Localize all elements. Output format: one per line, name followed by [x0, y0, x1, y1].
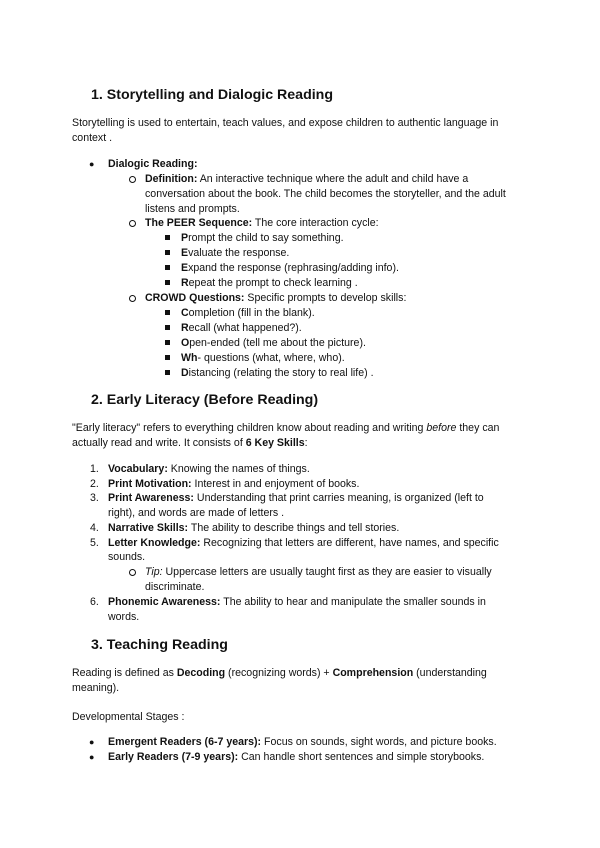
- list-number: 2.: [90, 478, 99, 490]
- bullet-square: [165, 340, 170, 345]
- reading-definition-line-2: meaning).: [72, 682, 120, 694]
- peer-item-prompt: Prompt the child to say something.: [181, 232, 344, 244]
- bullet-disc: ●: [89, 752, 95, 762]
- skill-letter-knowledge-line-2: sounds.: [108, 551, 146, 563]
- definition-line-1: Definition: An interactive technique where the adult and child have a: [145, 173, 469, 185]
- crowd-questions-line: CROWD Questions: Specific prompts to develop skills:: [145, 292, 407, 304]
- skill-print-awareness-line-2: right), and words are made of letters .: [108, 507, 285, 519]
- crowd-item-open-ended: Open-ended (tell me about the picture).: [181, 337, 366, 349]
- section-1-heading: 1. Storytelling and Dialogic Reading: [91, 87, 334, 103]
- section-3-heading: 3. Teaching Reading: [91, 637, 228, 653]
- section-2-intro-line-2: actually read and write. It consists of 6 Key Skills:: [72, 437, 308, 449]
- bullet-square: [165, 235, 170, 240]
- skill-vocabulary: Vocabulary: Knowing the names of things.: [108, 463, 310, 475]
- section-1-intro-line-1: Storytelling is used to entertain, teach values, and expose children to authentic language in: [72, 117, 499, 129]
- section-2-heading: 2. Early Literacy (Before Reading): [91, 392, 319, 408]
- stage-emergent-readers: Emergent Readers (6-7 years): Focus on sounds, sight words, and picture books.: [108, 736, 497, 748]
- skill-print-motivation: Print Motivation: Interest in and enjoyment of books.: [108, 478, 360, 490]
- section-1-intro-line-2: context .: [72, 132, 113, 144]
- bullet-square: [165, 280, 170, 285]
- list-number: 4.: [90, 522, 99, 534]
- bullet-circle: [129, 220, 136, 227]
- skill-print-awareness: Print Awareness: Understanding that print carries meaning, is organized (left to: [108, 492, 484, 504]
- crowd-item-wh-questions: Wh- questions (what, where, who).: [181, 352, 345, 364]
- dialogic-reading-label: Dialogic Reading:: [108, 158, 198, 170]
- tip-line-1: Tip: Uppercase letters are usually taught first as they are easier to visually: [145, 566, 492, 578]
- tip-line-2: discriminate.: [145, 581, 205, 593]
- skill-narrative-skills: Narrative Skills: The ability to describe things and tell stories.: [108, 522, 400, 534]
- skill-letter-knowledge: Letter Knowledge: Recognizing that letters are different, have names, and specific: [108, 537, 499, 549]
- bullet-circle: [129, 295, 136, 302]
- skill-phonemic-awareness-line-2: words.: [108, 611, 140, 623]
- list-number: 3.: [90, 492, 99, 504]
- bullet-disc: ●: [89, 737, 95, 747]
- peer-item-evaluate: Evaluate the response.: [181, 247, 290, 259]
- bullet-square: [165, 355, 170, 360]
- crowd-item-distancing: Distancing (relating the story to real life) .: [181, 367, 374, 379]
- bullet-square: [165, 250, 170, 255]
- definition-line-2: conversation about the book. The child becomes the storyteller, and the adult: [145, 188, 506, 200]
- list-number: 6.: [90, 596, 99, 608]
- peer-item-expand: Expand the response (rephrasing/adding info).: [181, 262, 399, 274]
- reading-definition-line-1: Reading is defined as Decoding (recognizing words) + Comprehension (understanding: [72, 667, 487, 679]
- bullet-square: [165, 325, 170, 330]
- list-number: 1.: [90, 463, 99, 475]
- crowd-item-completion: Completion (fill in the blank).: [181, 307, 315, 319]
- peer-item-repeat: Repeat the prompt to check learning .: [181, 277, 358, 289]
- developmental-stages-label: Developmental Stages :: [72, 711, 185, 723]
- definition-line-3: listens and prompts.: [145, 203, 240, 215]
- bullet-square: [165, 370, 170, 375]
- section-2-intro-line-1: "Early literacy" refers to everything children know about reading and writing before they can: [72, 422, 500, 434]
- stage-early-readers: Early Readers (7-9 years): Can handle short sentences and simple storybooks.: [108, 751, 485, 763]
- bullet-circle: [129, 176, 136, 183]
- bullet-circle: [129, 569, 136, 576]
- skill-phonemic-awareness: Phonemic Awareness: The ability to hear and manipulate the smaller sounds in: [108, 596, 486, 608]
- peer-sequence-line: The PEER Sequence: The core interaction cycle:: [145, 217, 379, 229]
- bullet-square: [165, 310, 170, 315]
- crowd-item-recall: Recall (what happened?).: [181, 322, 302, 334]
- bullet-square: [165, 265, 170, 270]
- list-number: 5.: [90, 537, 99, 549]
- bullet-disc: ●: [89, 159, 95, 169]
